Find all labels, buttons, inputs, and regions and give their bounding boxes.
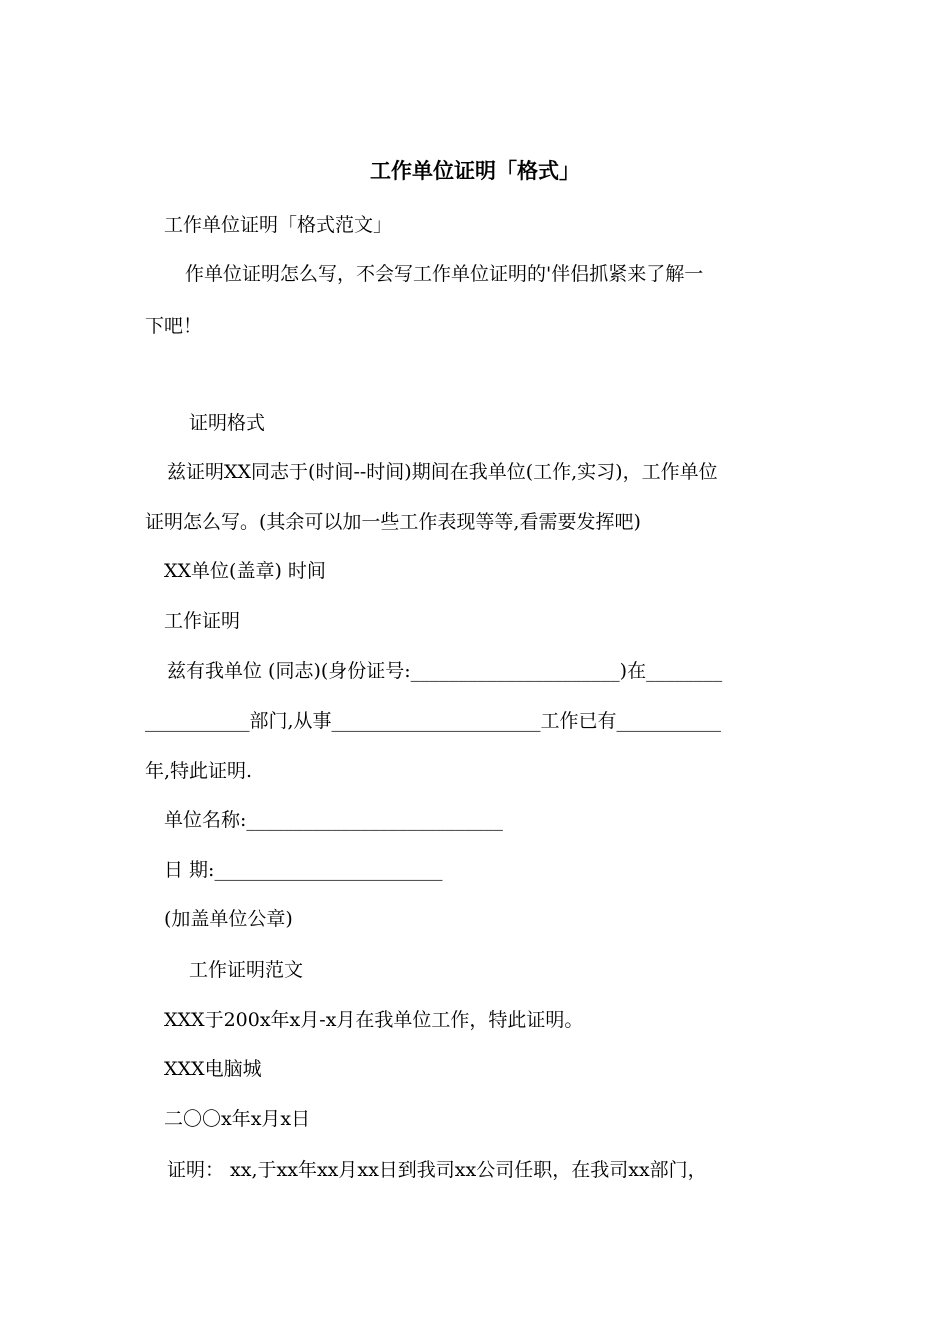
work-proof-body-line-continued: ___________部门,从事______________________工作已有___________ <box>145 710 722 732</box>
section-heading-work-proof: 工作证明 <box>164 610 241 632</box>
work-proof-body-line: 兹有我单位 (同志)(身份证号:______________________)在________ <box>167 660 723 682</box>
section-heading-sample: 工作证明范文 <box>189 959 304 981</box>
intro-line-continued: 下吧！ <box>145 315 203 337</box>
sample-body-line: XXX于200x年x月-x月在我单位工作，特此证明。 <box>164 1009 584 1031</box>
sample-date-line: 二〇〇x年x月x日 <box>164 1108 311 1130</box>
unit-name-field: 单位名称:___________________________ <box>164 809 503 831</box>
subtitle-line: 工作单位证明「格式范文」 <box>164 214 393 236</box>
section-heading-format: 证明格式 <box>189 412 266 434</box>
format-body-line: 兹证明XX同志于(时间--时间)期间在我单位(工作,实习)，工作单位 <box>167 461 718 483</box>
seal-note: (加盖单位公章) <box>164 908 293 930</box>
intro-line: 作单位证明怎么写，不会写工作单位证明的'伴侣抓紧来了解一 <box>185 263 704 285</box>
sample-company-line: XXX电脑城 <box>164 1058 262 1080</box>
format-body-line-continued: 证明怎么写。(其余可以加一些工作表现等等,看需要发挥吧) <box>145 511 641 533</box>
proof-statement-line: 证明： xx,于xx年xx月xx日到我司xx公司任职，在我司xx部门， <box>167 1159 707 1181</box>
date-field: 日 期:________________________ <box>164 859 443 881</box>
document-title: 工作单位证明「格式」 <box>370 158 580 183</box>
format-signature-line: XX单位(盖章) 时间 <box>164 560 326 582</box>
work-proof-body-line-end: 年,特此证明. <box>145 760 253 782</box>
